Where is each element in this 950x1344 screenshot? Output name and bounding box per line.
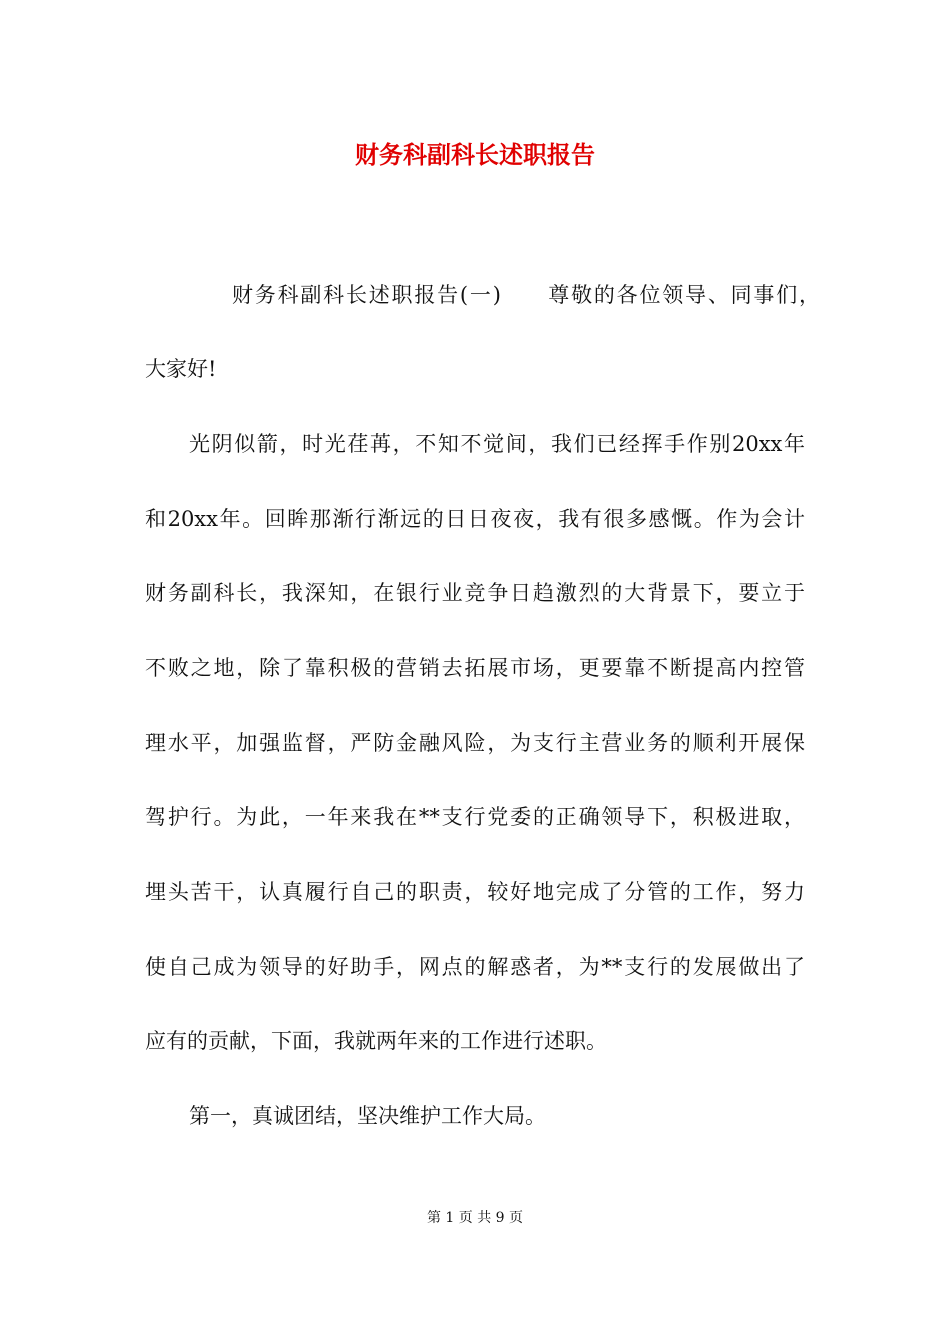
text-line-3: 光阴似箭，时光荏苒，不知不觉间，我们已经挥手作别20xx年 [189,432,805,456]
text-line-11: 应有的贡献，下面，我就两年来的工作进行述职。 [145,1029,607,1053]
text-line-4: 和20xx年。回眸那渐行渐远的日日夜夜，我有很多感慨。作为会计 [145,507,805,531]
page-number-footer: 第 1 页 共 9 页 [426,1210,524,1226]
text-line-12: 第一，真诚团结，坚决维护工作大局。 [189,1104,546,1128]
text-line-9: 埋头苦干，认真履行自己的职责，较好地完成了分管的工作，努力 [145,880,805,904]
document-title: 财务科副科长述职报告 [355,140,595,169]
text-line-8: 驾护行。为此，一年来我在**支行党委的正确领导下，积极进取， [145,805,805,829]
text-line-7: 理水平，加强监督，严防金融风险，为支行主营业务的顺利开展保 [145,731,805,755]
text-line-10: 使自己成为领导的好助手，网点的解惑者，为**支行的发展做出了 [145,955,805,979]
text-line-6: 不败之地，除了靠积极的营销去拓展市场，更要靠不断提高内控管 [145,656,805,680]
text-line-5: 财务副科长，我深知，在银行业竞争日趋激烈的大背景下，要立于 [145,581,805,605]
text-line-2: 大家好! [145,357,217,381]
text-line-1: 财务科副科长述职报告(一) 尊敬的各位领导、同事们， [232,283,820,307]
